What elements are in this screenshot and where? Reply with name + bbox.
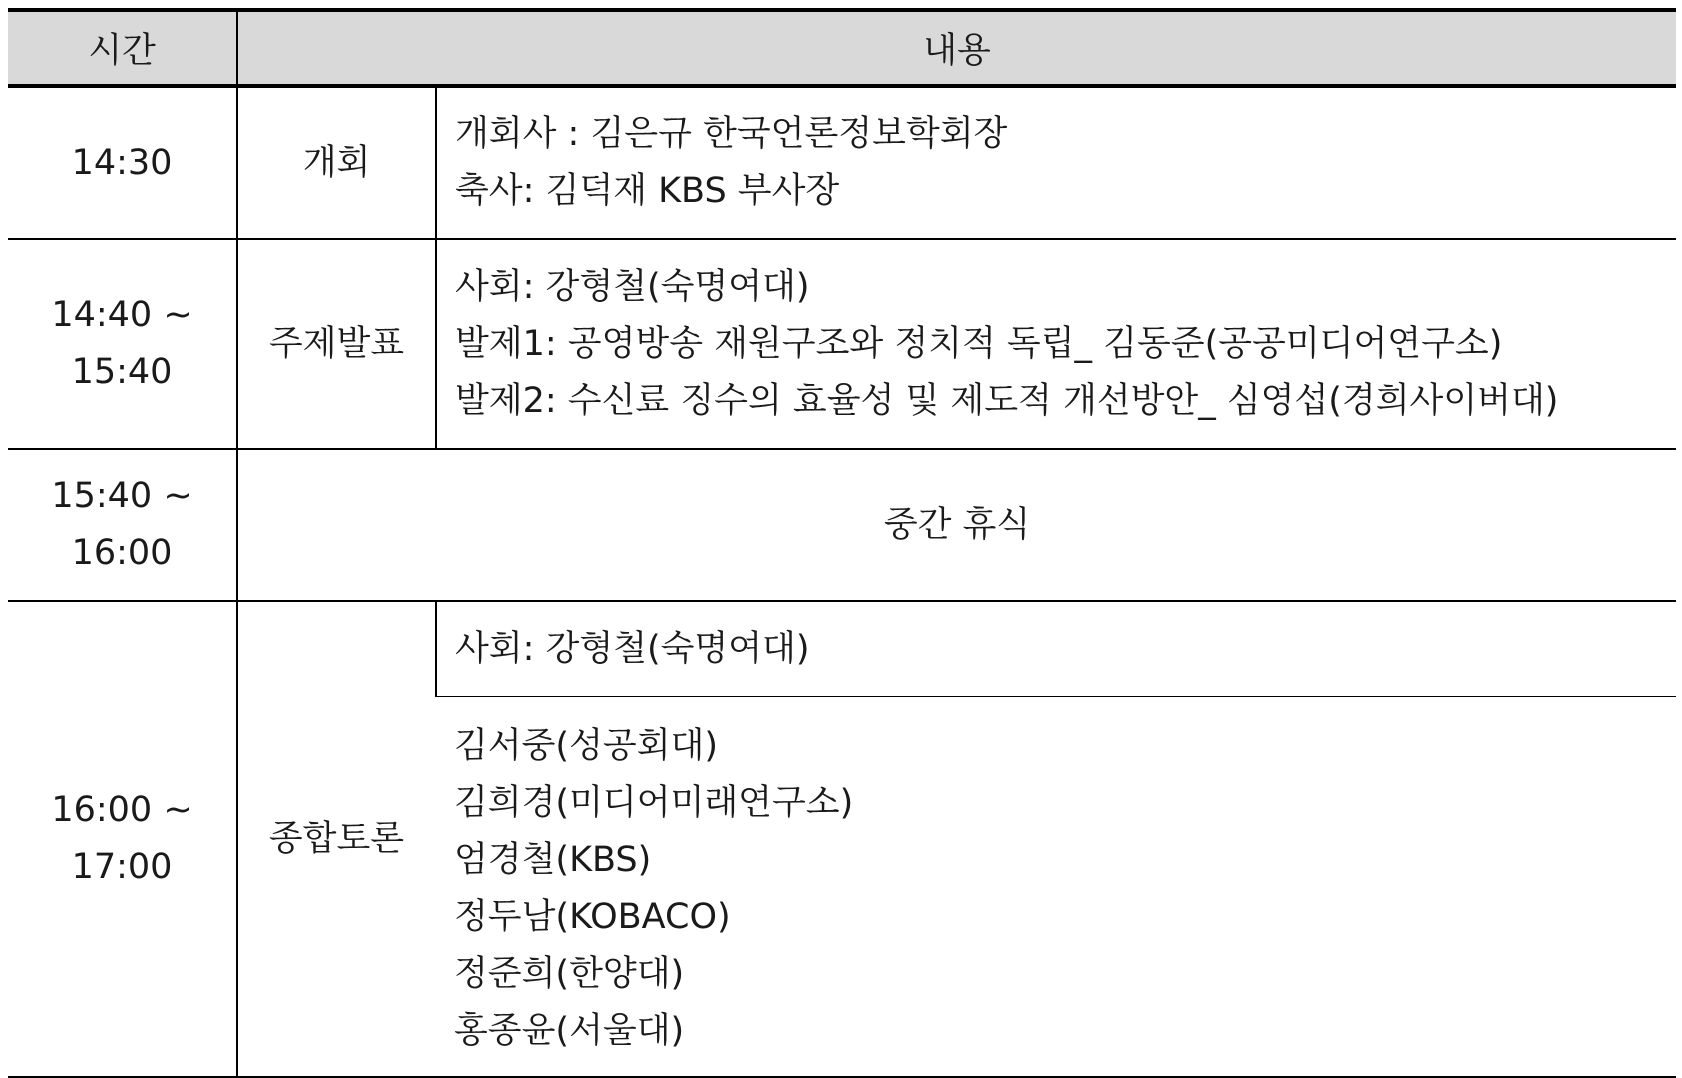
keynote-session: 주제발표 [237,239,436,449]
keynote-content [436,239,1676,449]
discussion-time-end: 17:00 [71,847,173,887]
opening-time: 14:30 [8,86,237,239]
time-column-header: 시간 [8,10,237,86]
keynote-row [8,239,1676,449]
panelist: 정두남(KOBACO) [454,896,731,937]
break-row [8,449,1676,601]
break-label: 중간 휴식 [237,449,1676,601]
keynote-time [8,239,237,449]
panelist: 홍종윤(서울대) [454,1010,685,1051]
break-time-end: 16:00 [71,533,173,573]
opening-content [436,86,1676,239]
keynote-moderator: 사회: 강형철(숙명여대) [455,266,810,307]
discussion-time [8,601,237,1077]
discussion-panelists [436,697,1676,1078]
break-time-start: 15:40 ~ [51,476,193,516]
keynote-time-start: 14:40 ~ [51,295,193,335]
opening-row [8,86,1676,239]
panelist: 김서중(성공회대) [454,725,718,766]
discussion-session: 종합토론 [237,601,436,1077]
discussion-moderator: 사회: 강형철(숙명여대) [436,601,1676,697]
congratulatory-speech: 축사: 김덕재 KBS 부사장 [455,171,840,211]
opening-session: 개회 [237,86,436,239]
panelist: 김희경(미디어미래연구소) [454,782,854,823]
presentation-1: 발제1: 공영방송 재원구조와 정치적 독립_ 김동준(공공미디어연구소) [455,323,1503,364]
header-row [8,10,1676,86]
discussion-moderator-row [8,601,1676,697]
content-column-header: 내용 [237,10,1676,86]
keynote-time-end: 15:40 [71,352,173,392]
panelist: 엄경철(KBS) [454,839,652,880]
break-time [8,449,237,601]
schedule-table [8,8,1676,1078]
panelist: 정준희(한양대) [454,953,685,994]
opening-address: 개회사 : 김은규 한국언론정보학회장 [455,114,1008,154]
discussion-time-start: 16:00 ~ [51,790,193,830]
presentation-2: 발제2: 수신료 징수의 효율성 및 제도적 개선방안_ 심영섭(경희사이버대) [455,380,1559,421]
